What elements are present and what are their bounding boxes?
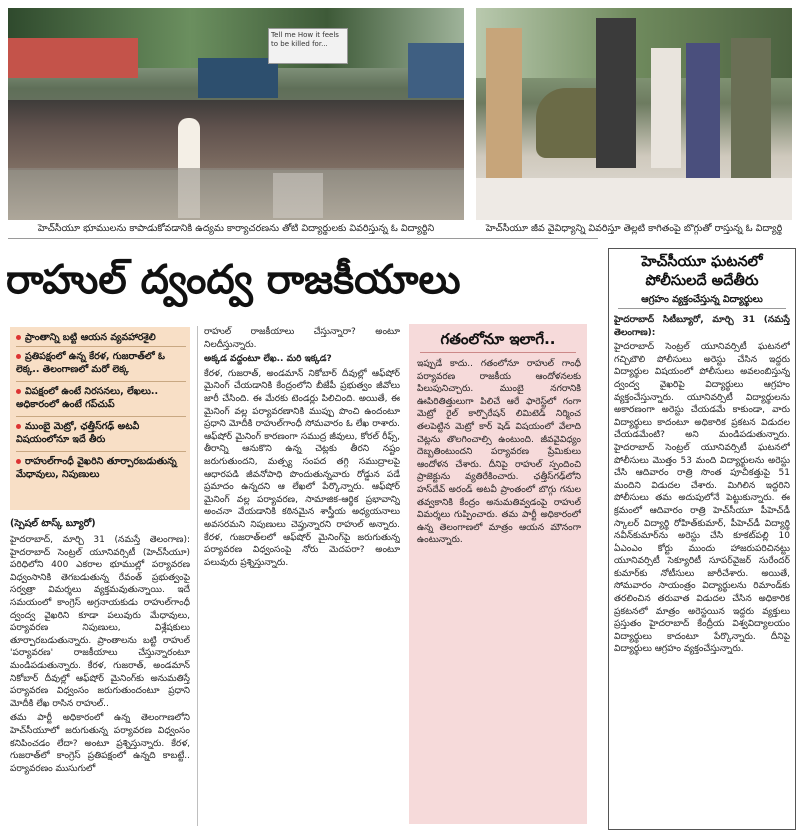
blue-gate bbox=[408, 43, 464, 98]
bullet-icon bbox=[16, 354, 21, 359]
divider bbox=[16, 346, 186, 347]
highlight-item: రాహుల్‌గాంధీ వైఖరిని తూర్పారబడుతున్న మేధావులు, నిపుణులు bbox=[16, 456, 177, 480]
white-paper bbox=[476, 178, 792, 220]
woman-white bbox=[651, 48, 681, 168]
sidebar-title: హెచ్‌సీయూ ఘటనలో పోలీసులదే అదేతీరు bbox=[641, 254, 763, 289]
bullet-icon bbox=[16, 389, 21, 394]
gate bbox=[198, 58, 278, 98]
paragraph: హైదరాబాద్, మార్చి 31 (నమస్తే తెలంగాణ): హైదరాబాద్ సెంట్రల్ యూనివర్సిటీ (హెచ్‌సీయూ) పరిధిలోని 400 ఎకరాల భూముల్లో పర్యావరణ విధ్వంసానికి తెగబడుతున్న రేవంత్ ప్రభుత్వంపై సర్వత్రా విమర్శలు వ్యక్తమవుతున్నాయి. ఇదే సమయంలో కాంగ్రెస్ అగ్రనాయకుడు రాహుల్‌గాంధీ ద్వంద్వ వైఖరిని కూడా పలువురు మేధావులు, పర్యావరణ నిపుణులు, విశ్లేషకులు తూర్పారబడుతున్నారు. ప్రాంతాలను బట్టి రాహుల్ 'పర్యావరణ' రాజకీయాలు చేస్తున్నారంటూ మండిపడుతున్నారు. కేరళ, గుజరాత్, అండమాన్ నికోబార్ దీవుల్లో ఆఫ్‌షోర్ మైనింగ్‌కు అనుమతిస్తే పర్యావరణ విధ్వంసం జరుగుతుందంటూ ప్రధాని మోదీకి లేఖ రాసిన రాహుల్.. bbox=[10, 535, 190, 709]
divider bbox=[16, 416, 186, 417]
bullet-icon bbox=[16, 424, 21, 429]
highlight-item: ప్రాంతాన్ని బట్టి ఆయన వ్యవహారశైలి bbox=[16, 331, 188, 344]
box-title: గతంలోనూ ఇలాగే.. bbox=[440, 330, 556, 348]
police-officer bbox=[486, 28, 522, 178]
byline: (స్పెషల్ టాస్క్ బ్యూరో) bbox=[10, 518, 96, 529]
divider bbox=[618, 308, 786, 309]
box-text: ఇప్పుడే కాదు.. గతంలోనూ రాహుల్ గాంధీ పర్యావరణ రాజకీయ ఆందోళనలకు పిలుపునిచ్చారు. ముంబై నగరానికి ఊపిరితిత్తులుగా పిలిచే ఆరే ఫారెస్ట్‌లో గంగా మెట్రో రైల్ కార్పొరేషన్ లిమిటెడ్ నిర్మించ తలపెట్టిన మెట్రో కార్ షెడ్ విషయంలో వేలాది చెట్లను తొలగించాల్సి ఉంటుంది. జీవవైవిధ్యం దెబ్బతింటుందని పర్యావరణ ప్రేమికులు ఆందోళన చేశారు. దీనిపై రాహుల్ స్పందించి ప్రాజెక్టును వ్యతిరేకించారు. ఛత్తీస్‌గఢ్‌లోని హస్‌దేవ్ అరండ్ అటవీ ప్రాంతంలో బొగ్గు గనుల తవ్వకానికి కేంద్రం అనుమతివ్వడంపై రాహుల్ విమర్శలు గుప్పించారు. తమ పార్టీ అధికారంలో ఉన్న తెలంగాణలో మాత్రం ఆయన మౌనంగా ఉంటున్నారు. bbox=[417, 359, 581, 546]
bullet-icon bbox=[16, 335, 21, 340]
article-column-2 bbox=[204, 326, 400, 826]
sidebar-subtitle: ఆగ్రహం వ్యక్తంచేస్తున్న విద్యార్థులు bbox=[641, 294, 763, 305]
standing-person bbox=[596, 18, 636, 168]
divider bbox=[16, 381, 186, 382]
paragraph: హైదరాబాద్ సెంట్రల్ యూనివర్సిటీ ఘటనలో గచ్చిబౌలి పోలీసులు అరెస్టు చేసిన ఇద్దరు విద్యార్థుల విషయంలో పోలీసులు అవలంబిస్తున్న ద్వంద్వ వైఖరిపై విద్యార్థులు ఆగ్రహం వ్యక్తంచేస్తున్నారు. యూనివర్సిటీ విద్యార్థులను అకారణంగా అరెస్టు చేయడమే కాకుండా, వారు విద్యార్థులు కాదంటూ అధికారిక ప్రకటన విడుదల చేయడమేంటి? అని మండిపడుతున్నారు. హైదరాబాద్ సెంట్రల్ యూనివర్సిటీ ఘటనలో పోలీసులు మొత్తం 53 మంది విద్యార్థులను అరెస్టు చేసి ఆదివారం రాత్రి సొంత పూచీకత్తుపై 51 మందిని విడుదల చేశారు. మిగిలిన ఇద్దరిని పోలీసులు తమ అదుపులోనే పెట్టుకున్నారు. ఈ క్రమంలో ఆదివారం రాత్రి హెచ్‌సీయూ పీహెచ్‌డీ స్కాలర్ విద్యార్థి రోహిత్‌కుమార్, పీహెచ్‌డీ విద్యార్థి నవీన్‌కుమార్‌ను అరెస్టు చేసి కూకట్‌పల్లి 10 ఏఎంఎం కోర్టు ముందు హాజరుపరిచినట్టు యూనివర్సిటీ సెక్యూరిటీ సూపర్‌వైజర్ సురేందర్ కుమార్‌కు నోటీసులు జారీచేశారు. అయితే, సోమవారం సాయంత్రం విద్యార్థులను రిమాండ్‌కు తరలించిన తరువాత విడుదల చేసిన అధికారిక ప్రకటనలో మాత్రం అరెస్టయిన ఇద్దరు వ్యక్తులు ప్రస్తుతం హైదరాబాద్ కేంద్రీయ విశ్వవిద్యాలయం విద్యార్థులు కాదంటూ పేర్కొన్నారు. దీనిపై విద్యార్థులు ఆగ్రహం వ్యక్తంచేస్తున్నారు. bbox=[614, 342, 790, 655]
divider bbox=[8, 238, 598, 239]
photo-left-caption: హెచ్‌సీయూ భూములను కాపాడుకోవడానికి ఉద్యమ కార్యాచరణను తోటి విద్యార్థులకు వివరిస్తున్న ఓ విద్యార్థిని bbox=[37, 223, 435, 234]
paragraph: కేరళ, గుజరాత్, అండమాన్ నికోబార్ దీవుల్లో ఆఫ్‌షోర్ మైనింగ్ చేయడానికి కేంద్రంలోని బీజేపీ ప్రభుత్వం జీవోలు జారీ చేసింది. ఈ మేరకు టెండర్లు పిలిచింది. అయితే, ఈ మైనింగ్ వల్ల పర్యావరణానికి ముప్పు పొంచి ఉందంటూ ప్రధాని మోదీకి రాహుల్‌గాంధీ సోమవారం ఓ లేఖ రాశారు. ఆఫ్‌షోర్ మైనింగ్ కారణంగా సముద్ర జీవులు, కోరల్ రీఫ్స్, తీరాన్ని ఆనుకొని ఉన్న చెట్లకు తీరని నష్టం జరుగుతుందని, మత్స్య సంపద తగ్గి సముద్రాలపై ఆధారపడి జీవనోపాధి పొందుతున్నవారు రోడ్డున పడే ప్రమాదం ఉన్నదని ఆ లేఖలో పేర్కొన్నారు. ఆఫ్‌షోర్ మైనింగ్ వల్ల పర్యావరణ, సామాజిక-ఆర్థిక ప్రభావాన్ని అంచనా వేయడానికి కఠినమైన శాస్త్రీయ అధ్యయనాలు అవసరమని నిపుణులు చెప్తున్నారని రాహుల్ అన్నారు. కేరళ, గుజరాత్‌లలో ఆఫ్‌షోర్ మైనింగ్‌పై జరుగుతున్న పర్యావరణ విధ్వంసంపై నోరు మెదపరా? అంటూ పలువురు ప్రశ్నిస్తున్నారు. bbox=[204, 368, 400, 568]
protest-photo-left bbox=[8, 8, 464, 220]
highlight-item: విపక్షంలో ఉంటే నిరసనలు, లేఖలు.. అధికారంలో ఉంటే గప్‌చుప్ bbox=[16, 386, 159, 410]
red-roof-building bbox=[8, 38, 138, 78]
divider bbox=[420, 352, 576, 353]
headline: రాహుల్ ద్వంద్వ రాజకీయాలు bbox=[6, 257, 461, 303]
highlight-item: ప్రతిపక్షంలో ఉన్న కేరళ, గుజరాత్‌లో ఓ లెక్క.. తెలంగాణలో మరో లెక్క bbox=[16, 351, 165, 375]
protest-banner bbox=[268, 28, 348, 64]
highlight-item: ముంబై మెట్రో, ఛత్తీస్‌గఢ్ అటవీ విషయంలోనూ ఇదే తీరు bbox=[16, 421, 140, 445]
photo-right-caption: హెచ్‌సీయూ జీవ వైవిధ్యాన్ని వివరిస్తూ తెల్లటి కాగితంపై బొగ్గుతో రాస్తున్న ఓ విద్యార్థి bbox=[485, 223, 783, 234]
subheading: అక్కడ వద్దంటూ లేఖ.. మరి ఇక్కడ? bbox=[204, 354, 332, 365]
paragraph: రాహుల్ రాజకీయాలు చేస్తున్నారా? అంటూ నిలదీస్తున్నారు. bbox=[204, 327, 400, 350]
column-divider bbox=[197, 326, 198, 826]
paragraph: తమ పార్టీ అధికారంలో ఉన్న తెలంగాణలోని హెచ్‌సీయూలో జరుగుతున్న పర్యావరణ విధ్వంసం కనిపించడం లేదా? అంటూ ప్రశ్నిస్తున్నారు. కేరళ, గుజరాత్‌లో కాంగ్రెస్ ప్రతిపక్షంలో ఉన్నది కాబట్టే.. పర్యావరణం ముసుగులో bbox=[10, 713, 190, 774]
banner-text: Tell me How it feels to be killed for... bbox=[271, 31, 339, 48]
divider bbox=[16, 451, 186, 452]
woman-with-mic bbox=[686, 43, 720, 178]
crowd bbox=[8, 100, 464, 170]
article-column-1 bbox=[10, 534, 190, 826]
bullet-icon bbox=[16, 459, 21, 464]
officer-right bbox=[731, 38, 771, 178]
student-drawing-photo bbox=[476, 8, 792, 220]
dateline: హైదరాబాద్ సిటీబ్యూరో, మార్చి 31 (నమస్తే తెలంగాణ): bbox=[614, 315, 790, 338]
sidebar-article bbox=[614, 314, 790, 824]
